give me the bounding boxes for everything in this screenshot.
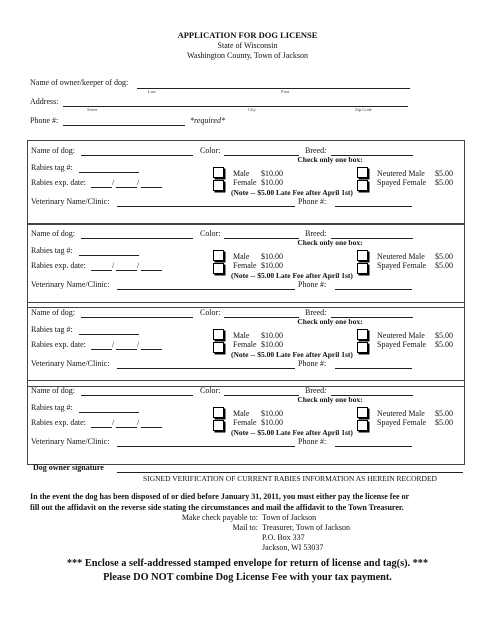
male-checkbox[interactable]: [213, 407, 224, 418]
rabies-exp-month[interactable]: [91, 427, 112, 428]
payable-value: Town of Jackson: [262, 513, 317, 522]
female-checkbox[interactable]: [213, 180, 224, 191]
date-slash: /: [112, 418, 115, 427]
dog-name-label: Name of dog:: [31, 146, 75, 155]
check-one-note: Check only one box:: [297, 155, 363, 164]
vet-phone-field[interactable]: [335, 446, 412, 447]
footer-tax-note: Please DO NOT combine Dog License Fee with your tax payment.: [103, 572, 392, 583]
rabies-tag-label: Rabies tag #:: [31, 163, 73, 172]
male-label: Male: [233, 331, 250, 340]
vet-label: Veterinary Name/Clinic:: [31, 437, 110, 446]
state-line: State of Wisconsin: [217, 41, 278, 50]
date-slash: /: [137, 340, 140, 349]
rabies-tag-field[interactable]: [79, 334, 139, 335]
rabies-tag-field[interactable]: [79, 412, 139, 413]
dog-name-label: Name of dog:: [31, 308, 75, 317]
female-label: Female: [233, 418, 257, 427]
instruction-line-1: In the event the dog has been disposed of or died before January 31, 2011, you must either pay the license fee or: [30, 492, 410, 501]
vet-field[interactable]: [117, 206, 295, 207]
date-slash: /: [112, 261, 115, 270]
female-checkbox[interactable]: [213, 420, 224, 431]
late-fee-note: (Note -- $5.00 Late Fee after April 1st): [231, 428, 353, 437]
rabies-tag-label: Rabies tag #:: [31, 403, 73, 412]
late-fee-note: (Note -- $5.00 Late Fee after April 1st): [231, 271, 353, 280]
dog-block-4: [0, 380, 495, 466]
spayed-checkbox[interactable]: [357, 263, 368, 274]
vet-label: Veterinary Name/Clinic:: [31, 280, 110, 289]
female-checkbox[interactable]: [213, 263, 224, 274]
dog-name-field[interactable]: [81, 317, 193, 318]
check-one-note: Check only one box:: [297, 238, 363, 247]
neutered-label: Neutered Male: [377, 252, 425, 261]
footer-envelope-note: *** Enclose a self-addressed stamped envelope for return of license and tag(s). ***: [66, 558, 429, 569]
instruction-line-2: fill out the affidavit on the reverse side stating the circumstances and mail the affidavit to the Town Treasurer.: [30, 503, 404, 512]
male-fee: $10.00: [261, 409, 283, 418]
spayed-checkbox[interactable]: [357, 342, 368, 353]
check-one-note: Check only one box:: [297, 395, 363, 404]
first-hint: First: [281, 89, 290, 94]
dog-color-label: Color:: [200, 308, 221, 317]
dog-breed-label: Breed:: [305, 308, 327, 317]
rabies-exp-label: Rabies exp. date:: [31, 178, 86, 187]
rabies-tag-field[interactable]: [79, 172, 139, 173]
form-title: APPLICATION FOR DOG LICENSE: [177, 30, 318, 40]
female-checkbox[interactable]: [213, 342, 224, 353]
dog-name-field[interactable]: [81, 238, 193, 239]
female-fee: $10.00: [261, 418, 283, 427]
street-hint: Street: [87, 107, 98, 112]
phone-field[interactable]: [63, 125, 185, 126]
rabies-tag-field[interactable]: [79, 255, 139, 256]
rabies-exp-month[interactable]: [91, 349, 112, 350]
vet-phone-label: Phone #:: [298, 280, 327, 289]
spayed-label: Spayed Female: [377, 178, 427, 187]
check-one-note: Check only one box:: [297, 317, 363, 326]
city-hint: City: [248, 107, 256, 112]
rabies-exp-year[interactable]: [141, 349, 162, 350]
owner-name-field[interactable]: [137, 88, 410, 89]
male-label: Male: [233, 252, 250, 261]
rabies-exp-label: Rabies exp. date:: [31, 418, 86, 427]
spayed-label: Spayed Female: [377, 418, 427, 427]
date-slash: /: [137, 261, 140, 270]
rabies-tag-label: Rabies tag #:: [31, 246, 73, 255]
dog-color-label: Color:: [200, 146, 221, 155]
rabies-exp-day[interactable]: [116, 187, 137, 188]
spayed-label: Spayed Female: [377, 340, 427, 349]
mail-line-2: P.O. Box 337: [262, 533, 305, 542]
mail-line-3: Jackson, WI 53037: [262, 543, 324, 552]
rabies-exp-day[interactable]: [116, 270, 137, 271]
date-slash: /: [137, 418, 140, 427]
neutered-fee: $5.00: [435, 331, 453, 340]
female-fee: $10.00: [261, 340, 283, 349]
vet-phone-label: Phone #:: [298, 359, 327, 368]
vet-field[interactable]: [117, 446, 295, 447]
male-label: Male: [233, 409, 250, 418]
neutered-fee: $5.00: [435, 252, 453, 261]
phone-label: Phone #:: [30, 116, 59, 125]
rabies-exp-month[interactable]: [91, 187, 112, 188]
signature-caption: SIGNED VERIFICATION OF CURRENT RABIES INFORMATION AS HEREIN RECORDED: [143, 474, 437, 483]
rabies-exp-year[interactable]: [141, 427, 162, 428]
female-label: Female: [233, 178, 257, 187]
owner-name-label: Name of owner/keeper of dog:: [30, 78, 129, 87]
dog-block-1: [0, 140, 495, 226]
vet-label: Veterinary Name/Clinic:: [31, 359, 110, 368]
address-label: Address:: [30, 97, 59, 106]
required-note: *required*: [190, 116, 225, 125]
female-fee: $10.00: [261, 178, 283, 187]
vet-field[interactable]: [117, 368, 295, 369]
neutered-label: Neutered Male: [377, 409, 425, 418]
vet-field[interactable]: [117, 289, 295, 290]
vet-phone-field[interactable]: [335, 289, 412, 290]
spayed-fee: $5.00: [435, 261, 453, 270]
rabies-exp-label: Rabies exp. date:: [31, 340, 86, 349]
vet-phone-label: Phone #:: [298, 197, 327, 206]
female-fee: $10.00: [261, 261, 283, 270]
dog-name-field[interactable]: [81, 395, 193, 396]
late-fee-note: (Note -- $5.00 Late Fee after April 1st): [231, 188, 353, 197]
rabies-exp-label: Rabies exp. date:: [31, 261, 86, 270]
neutered-fee: $5.00: [435, 409, 453, 418]
date-slash: /: [137, 178, 140, 187]
date-slash: /: [112, 340, 115, 349]
vet-label: Veterinary Name/Clinic:: [31, 197, 110, 206]
male-checkbox[interactable]: [213, 329, 224, 340]
neutered-checkbox[interactable]: [357, 167, 368, 178]
signature-field[interactable]: [117, 472, 463, 473]
male-fee: $10.00: [261, 252, 283, 261]
dog-name-label: Name of dog:: [31, 386, 75, 395]
dog-name-field[interactable]: [81, 155, 193, 156]
rabies-exp-day[interactable]: [116, 349, 137, 350]
dog-breed-label: Breed:: [305, 386, 327, 395]
payable-label: Make check payable to:: [181, 513, 258, 522]
mail-line-1: Treasurer, Town of Jackson: [262, 523, 350, 532]
female-label: Female: [233, 340, 257, 349]
rabies-tag-label: Rabies tag #:: [31, 325, 73, 334]
male-checkbox[interactable]: [213, 250, 224, 261]
vet-phone-label: Phone #:: [298, 437, 327, 446]
dog-color-label: Color:: [200, 386, 221, 395]
neutered-label: Neutered Male: [377, 169, 425, 178]
signature-label: Dog owner signature: [33, 463, 104, 472]
rabies-exp-day[interactable]: [116, 427, 137, 428]
dog-block-3: [0, 302, 495, 388]
rabies-exp-year[interactable]: [141, 187, 162, 188]
neutered-checkbox[interactable]: [357, 250, 368, 261]
male-label: Male: [233, 169, 250, 178]
spayed-label: Spayed Female: [377, 261, 427, 270]
dog-breed-label: Breed:: [305, 146, 327, 155]
spayed-fee: $5.00: [435, 178, 453, 187]
neutered-checkbox[interactable]: [357, 407, 368, 418]
last-hint: Last: [148, 89, 156, 94]
spayed-checkbox[interactable]: [357, 180, 368, 191]
neutered-label: Neutered Male: [377, 331, 425, 340]
late-fee-note: (Note -- $5.00 Late Fee after April 1st): [231, 350, 353, 359]
vet-phone-field[interactable]: [335, 368, 412, 369]
female-label: Female: [233, 261, 257, 270]
neutered-fee: $5.00: [435, 169, 453, 178]
spayed-fee: $5.00: [435, 418, 453, 427]
rabies-exp-year[interactable]: [141, 270, 162, 271]
spayed-fee: $5.00: [435, 340, 453, 349]
vet-phone-field[interactable]: [335, 206, 412, 207]
male-fee: $10.00: [261, 169, 283, 178]
dog-name-label: Name of dog:: [31, 229, 75, 238]
male-checkbox[interactable]: [213, 167, 224, 178]
dog-block-2: [0, 223, 495, 309]
county-line: Washington County, Town of Jackson: [186, 51, 308, 60]
rabies-exp-month[interactable]: [91, 270, 112, 271]
date-slash: /: [112, 178, 115, 187]
dog-breed-label: Breed:: [305, 229, 327, 238]
male-fee: $10.00: [261, 331, 283, 340]
neutered-checkbox[interactable]: [357, 329, 368, 340]
zip-hint: Zip Code: [355, 107, 372, 112]
spayed-checkbox[interactable]: [357, 420, 368, 431]
dog-color-label: Color:: [200, 229, 221, 238]
mail-label: Mail to:: [232, 523, 258, 532]
